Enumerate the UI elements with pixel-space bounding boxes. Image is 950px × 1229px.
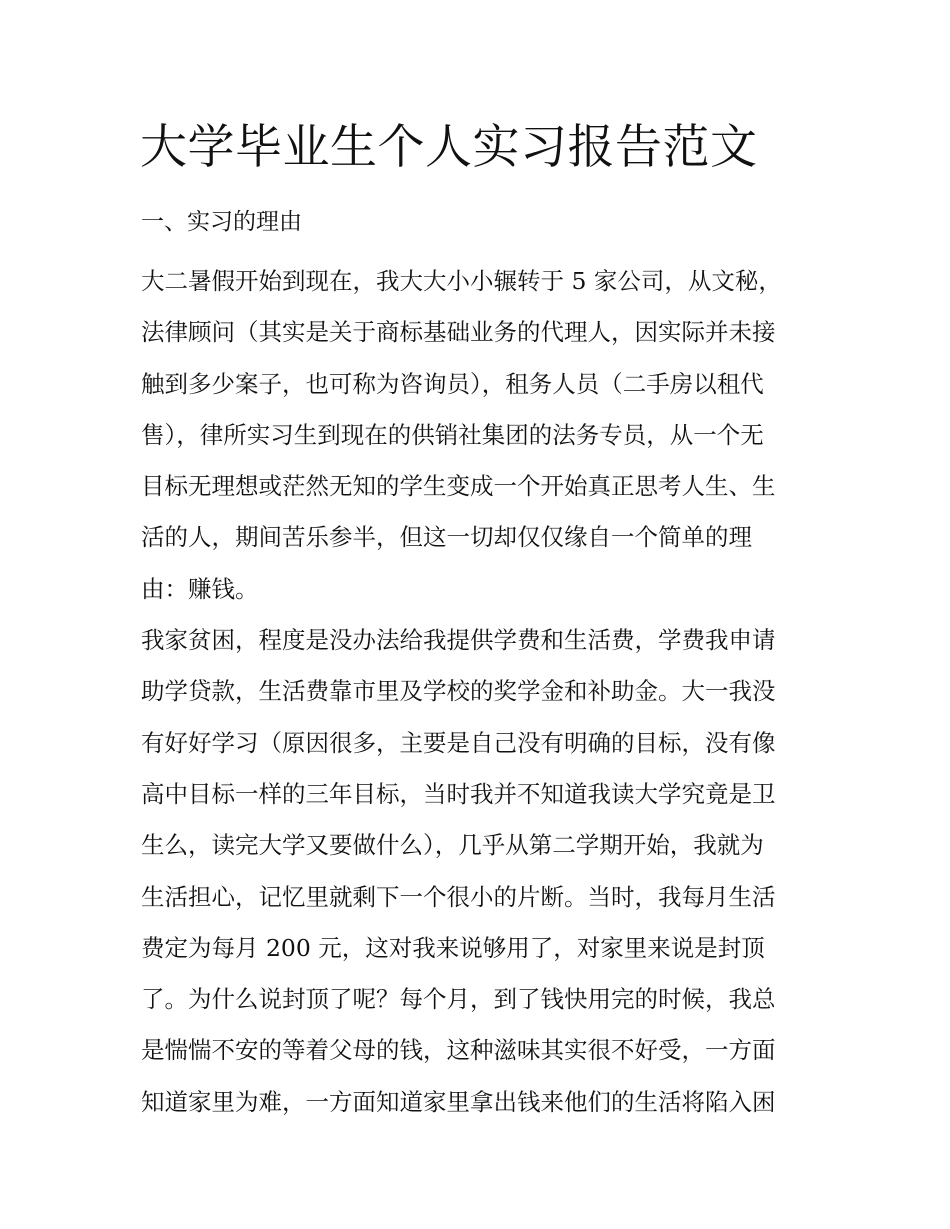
- document-body: [141, 256, 821, 1128]
- paragraph-line: 活的人，期间苦乐参半，但这一切却仅仅缘自一个简单的理: [141, 523, 752, 552]
- paragraph-line: 知道家里为难，一方面知道家里拿出钱来他们的生活将陷入困: [141, 1087, 776, 1116]
- paragraph-line: 触到多少案子，也可称为咨询员），租务人员（二手房以租代: [141, 369, 764, 398]
- paragraph-line: 生么，读完大学又要做什么），几乎从第二学期开始，我就为: [141, 831, 764, 860]
- paragraph-line: 是惴惴不安的等着父母的钱，这种滋味其实很不好受，一方面: [141, 1036, 776, 1065]
- paragraph-line: 售），律所实习生到现在的供销社集团的法务专员，从一个无: [141, 420, 764, 449]
- paragraph-line: 有好好学习（原因很多，主要是自己没有明确的目标，没有像: [141, 728, 776, 757]
- paragraph-line: 由：赚钱。: [141, 574, 259, 603]
- paragraph-line: 助学贷款，生活费靠市里及学校的奖学金和补助金。大一我没: [141, 677, 776, 706]
- paragraph-line: 高中目标一样的三年目标，当时我并不知道我读大学究竟是卫: [141, 779, 776, 808]
- paragraph: [141, 256, 821, 615]
- document-title: 大学毕业生个人实习报告范文: [140, 120, 758, 175]
- paragraph-line: 生活担心，记忆里就剩下一个很小的片断。当时，我每月生活: [141, 882, 776, 911]
- paragraph: [141, 615, 821, 1128]
- paragraph-line: 费定为每月 200 元，这对我来说够用了，对家里来说是封顶: [141, 933, 765, 962]
- paragraph-line: 大二暑假开始到现在，我大大小小辗转于 5 家公司，从文秘，: [141, 267, 782, 295]
- paragraph-line: 目标无理想或茫然无知的学生变成一个开始真正思考人生、生: [141, 472, 776, 501]
- section-heading: 一、实习的理由: [141, 209, 302, 235]
- paragraph-line: 我家贫困，程度是没办法给我提供学费和生活费，学费我申请: [141, 626, 776, 655]
- paragraph-line: 法律顾问（其实是关于商标基础业务的代理人，因实际并未接: [141, 318, 776, 347]
- paragraph-line: 了。为什么说封顶了呢？每个月，到了钱快用完的时候，我总: [141, 985, 776, 1014]
